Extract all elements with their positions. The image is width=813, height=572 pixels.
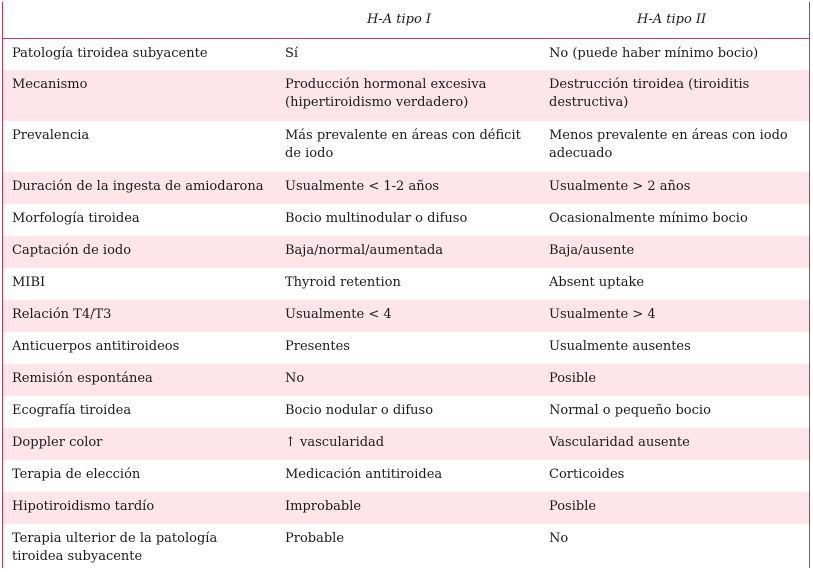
tipo-2-cell: No (puede haber mínimo bocio): [549, 45, 759, 61]
tipo-2-cell: Usualmente > 4: [541, 300, 809, 332]
tipo-1-cell: Usualmente < 1-2 años: [277, 172, 541, 204]
tipo-1-cell: Probable: [277, 524, 541, 568]
tipo-1-cell: Presentes: [285, 339, 350, 354]
table-row: [3, 121, 809, 172]
feature-cell: Captación de iodo: [3, 236, 277, 268]
tipo-2-cell: Normal o pequeño bocio: [549, 403, 711, 418]
table-row: [3, 38, 809, 70]
feature-cell: Duración de la ingesta de amiodarona: [3, 172, 277, 204]
table-row: [3, 524, 809, 568]
tipo-2-cell: Usualmente ausentes: [549, 339, 691, 354]
tipo-2-cell: Menos prevalente en áreas con iodo adecuado: [549, 128, 788, 161]
feature-cell: Anticuerpos antitiroideos: [12, 339, 180, 354]
table-row: [3, 70, 809, 121]
table-row: [3, 300, 809, 332]
tipo-1-cell: Sí: [285, 45, 299, 61]
tipo-1-cell: ↑ vascularidad: [277, 428, 541, 460]
tipo-2-cell: Usualmente > 2 años: [541, 172, 809, 204]
tipo-2-cell: Corticoides: [549, 467, 625, 482]
feature-cell: Remisión espontánea: [3, 364, 277, 396]
table-row: [3, 364, 809, 396]
tipo-1-cell: Bocio nodular o difuso: [285, 403, 434, 418]
tipo-1-cell: Producción hormonal excesiva (hipertiroidismo verdadero): [277, 70, 541, 121]
header-feature: [3, 2, 277, 38]
table-row: [3, 332, 809, 364]
tipo-2-cell: Posible: [541, 492, 809, 524]
tipo-2-cell: Destrucción tiroidea (tiroiditis destructiva): [541, 70, 809, 121]
table-row: [3, 204, 809, 236]
tipo-1-cell: Usualmente < 4: [277, 300, 541, 332]
header-row: [3, 2, 809, 38]
feature-cell: Doppler color: [3, 428, 277, 460]
feature-cell: Terapia de elección: [12, 467, 141, 482]
tipo-1-cell: Medicación antitiroidea: [285, 467, 443, 482]
feature-cell: Hipotiroidismo tardío: [3, 492, 277, 524]
tipo-2-cell: Baja/ausente: [541, 236, 809, 268]
feature-cell: Mecanismo: [3, 70, 277, 121]
table-row: [3, 492, 809, 524]
tipo-2-cell: Ocasionalmente mínimo bocio: [549, 211, 748, 226]
tipo-1-cell: Más prevalente en áreas con déficit de iodo: [285, 128, 521, 161]
feature-cell: Relación T4/T3: [3, 300, 277, 332]
header-tipo-1: H-A tipo I: [277, 2, 541, 38]
tipo-1-cell: Improbable: [277, 492, 541, 524]
comparison-table-frame: [2, 2, 810, 568]
tipo-2-cell: No: [541, 524, 809, 568]
comparison-table: [3, 2, 809, 568]
table-body: [3, 38, 809, 568]
table-header: [3, 2, 809, 38]
feature-cell: Prevalencia: [12, 128, 90, 143]
table-row: [3, 396, 809, 428]
tipo-1-cell: Thyroid retention: [285, 275, 401, 290]
table-row: [3, 460, 809, 492]
table-row: [3, 172, 809, 204]
tipo-2-cell: Vascularidad ausente: [541, 428, 809, 460]
tipo-1-cell: No: [277, 364, 541, 396]
feature-cell: Patología tiroidea subyacente: [12, 45, 208, 61]
feature-cell: Ecografía tiroidea: [12, 403, 132, 418]
tipo-1-cell: Baja/normal/aumentada: [277, 236, 541, 268]
feature-cell: Morfología tiroidea: [12, 211, 140, 226]
header-tipo-2: H-A tipo II: [541, 2, 809, 38]
table-row: [3, 236, 809, 268]
tipo-2-cell: Posible: [541, 364, 809, 396]
table-row: [3, 428, 809, 460]
tipo-1-cell: Bocio multinodular o difuso: [285, 211, 468, 226]
tipo-2-cell: Absent uptake: [549, 275, 645, 290]
feature-cell: MIBI: [12, 275, 46, 290]
table-row: [3, 268, 809, 300]
feature-cell: Terapia ulterior de la patología tiroidea subyacente: [3, 524, 277, 568]
